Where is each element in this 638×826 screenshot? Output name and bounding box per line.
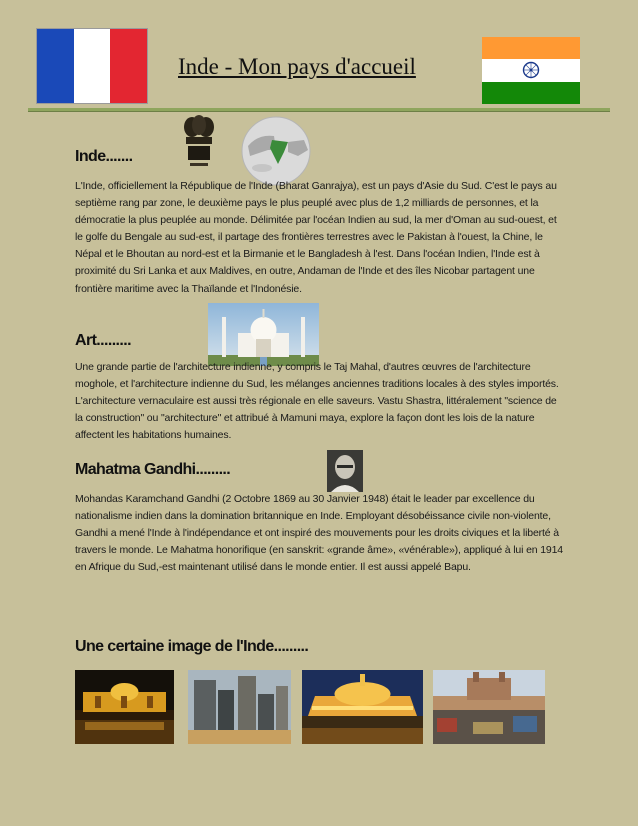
- globe-india-image: [238, 116, 314, 186]
- header-rule: [28, 108, 610, 111]
- france-flag: [37, 29, 147, 103]
- section-heading-images: Une certaine image de l'Inde.........: [75, 638, 309, 655]
- section-heading-gandhi: Mahatma Gandhi.........: [75, 461, 231, 478]
- national-emblem-image: [180, 113, 218, 171]
- section-heading-inde: Inde.......: [75, 148, 133, 165]
- paragraph-gandhi: Mohandas Karamchand Gandhi (2 Octobre 1869 au 30 Janvier 1948) était le leader par excellence du nationalisme indien dans la domination britannique en Inde. Employant désobéissance civile non-violente, Gandhi a mené l'Inde à l'indépendance et ont inspiré des mouvements pour les droits civiques et la liberté à travers le monde. Le Mahatma honorifique (en sanskrit: «grande âme», «vénérable»), appliqué à lui en 1914 en Afrique du Sud,-est maintenant utilisé dans le monde entier. Il est aussi appelé Bapu.: [75, 493, 563, 574]
- golden-temple-image: [75, 670, 174, 744]
- city-skyline-image: [188, 670, 291, 744]
- paragraph-inde: L'Inde, officiellement la République de l'Inde (Bharat Ganrajya), est un pays d'Asie du Sud. C'est le pays au septième rang par zone, le deuxième pays le plus peuplé avec plus de 1,2 milliards de personnes, et la démocratie la plus peuplée au monde. Délimitée par l'océan Indien au sud, la mer d'Oman au sud-ouest, et le golfe du Bengale au sud-est, il partage des frontières terrestres avec le Pakistan à l'ouest, la Chine, le Népal et le Bhoutan au nord-est et la Birmanie et le Bangladesh à l'est. Dans l'océan Indien, l'Inde est à proximité du Sri Lanka et aux Maldives, en outre, Andaman de l'Inde et des îles Nicobar partagent une frontière maritime avec la Thaïlande et l'Indonésie.: [75, 180, 557, 295]
- ashoka-chakra-icon: [522, 61, 540, 79]
- india-flag: [482, 37, 580, 104]
- taj-mahal-image: [208, 303, 319, 366]
- section-heading-art: Art.........: [75, 332, 131, 349]
- gandhi-portrait-image: [327, 450, 363, 492]
- page-title: Inde - Mon pays d'accueil: [178, 54, 416, 79]
- busy-market-image: [433, 670, 545, 744]
- lit-palace-image: [302, 670, 423, 744]
- paragraph-art: Une grande partie de l'architecture indienne, y compris le Taj Mahal, d'autres œuvres de l'architecture moghole, et l'architecture indienne du Sud, les mélanges anciennes traditions locales à des styles importés. L'architecture vernaculaire est aussi très régionale en elle saveurs. Vastu Shastra, littéralement "science de la construction" ou "architecture" et attribué à Mamuni maya, explore la façon dont les lois de la nature affectent les habitations humaines.: [75, 361, 559, 442]
